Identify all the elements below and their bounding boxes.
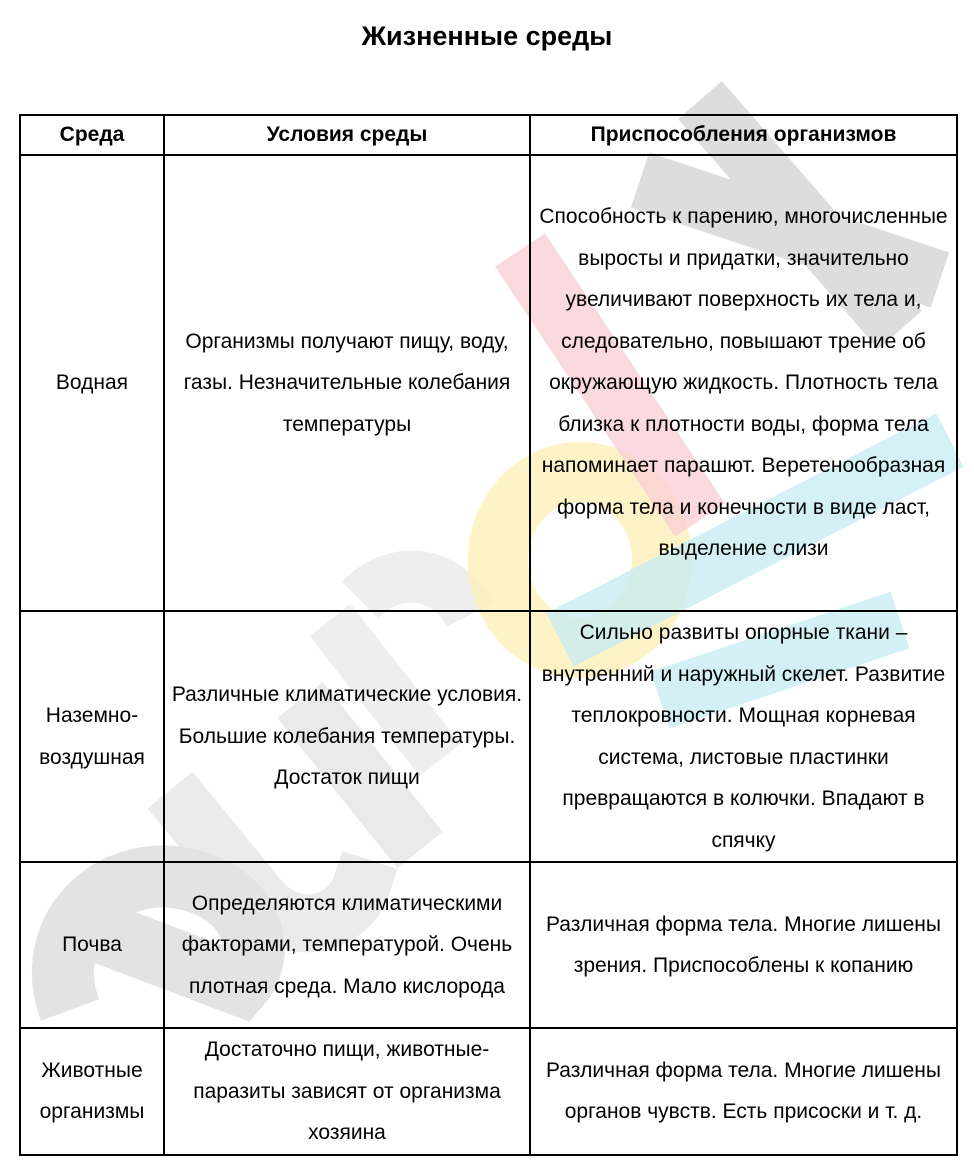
- cell-adaptations-soil: Различная форма тела. Многие лишены зрения. Приспособлены к копанию: [530, 862, 957, 1028]
- cell-adaptations-land-air: Сильно развиты опорные ткани – внутренний и наружный скелет. Развитие теплокровности. Мощная корневая система, листовые пластинки превращаются в колючки. Впадают в спячку: [530, 611, 957, 862]
- header-adaptations: Приспособления организмов: [530, 115, 957, 155]
- cell-environment-land-air: Наземно-воздушная: [20, 611, 164, 862]
- table-row-soil: [20, 862, 957, 1028]
- cell-environment-soil: Почва: [20, 862, 164, 1028]
- header-environment: Среда: [20, 115, 164, 155]
- cell-environment-organisms: Животные организмы: [20, 1028, 164, 1155]
- life-environments-table: [19, 114, 958, 1156]
- table-header-row: [20, 115, 957, 155]
- cell-conditions-soil: Определяются климатическими факторами, температурой. Очень плотная среда. Мало кислорода: [164, 862, 530, 1028]
- cell-adaptations-water: Способность к парению, многочисленные выросты и придатки, значительно увеличивают поверхность их тела и, следовательно, повышают трение об окружающую жидкость. Плотность тела близка к плотности воды, форма тела напоминает парашют. Веретенообразная форма тела и конечности в виде ласт, выделение слизи: [530, 155, 957, 611]
- cell-environment-water: Водная: [20, 155, 164, 611]
- cell-conditions-land-air: Различные климатические условия. Большие колебания температуры. Достаток пищи: [164, 611, 530, 862]
- table-row-water: [20, 155, 957, 611]
- cell-adaptations-organisms: Различная форма тела. Многие лишены органов чувств. Есть присоски и т. д.: [530, 1028, 957, 1155]
- table-row-organisms: [20, 1028, 957, 1155]
- table-row-land-air: [20, 611, 957, 862]
- page-title: Жизненные среды: [361, 21, 613, 51]
- cell-conditions-water: Организмы получают пищу, воду, газы. Незначительные колебания температуры: [164, 155, 530, 611]
- cell-conditions-organisms: Достаточно пищи, животные-паразиты зависят от организма хозяина: [164, 1028, 530, 1155]
- header-conditions: Условия среды: [164, 115, 530, 155]
